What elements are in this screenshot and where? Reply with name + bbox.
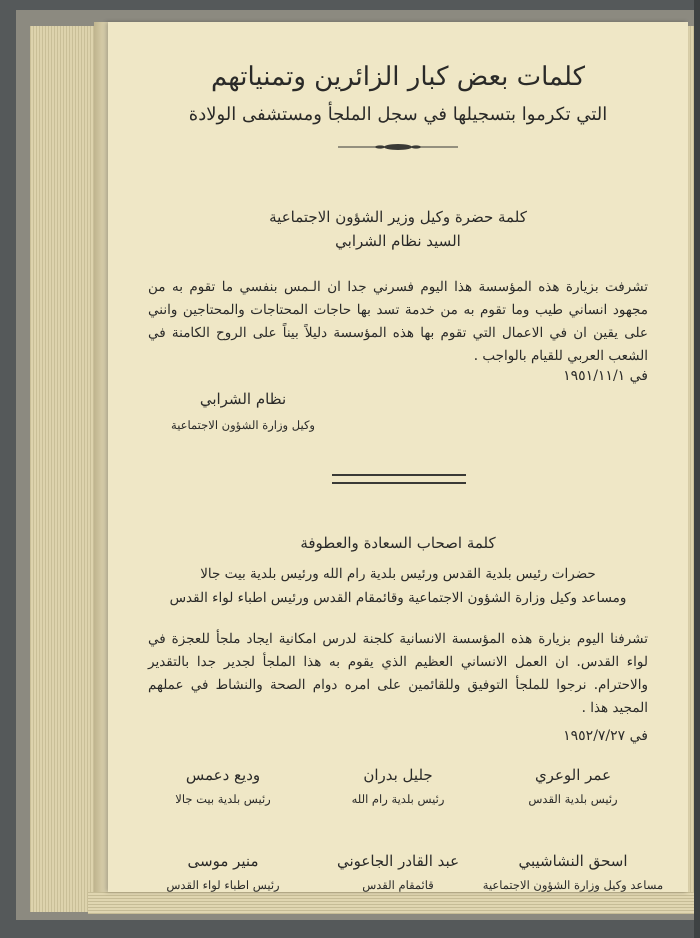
section1-date: في ١٩٥١/١١/١ [563, 368, 648, 384]
signature-name: عبد القادر الجاعوني [336, 852, 460, 870]
page-content [108, 22, 688, 892]
signature-block [313, 852, 483, 892]
signature-name: جليل بدران [363, 766, 433, 784]
signature-title: قائمقام القدس [362, 878, 434, 892]
signature-block [138, 766, 308, 806]
signature-title: رئيس بلدية القدس [528, 792, 618, 806]
signature-name: اسحق النشاشيبي [518, 852, 628, 870]
section1-heading: كلمة حضرة وكيل وزير الشؤون الاجتماعية [269, 208, 527, 226]
section1-signer-name: نظام الشرابي [199, 390, 287, 408]
section2-heading: كلمة اصحاب السعادة والعطوفة [300, 534, 496, 552]
signature-block [478, 852, 668, 892]
section1-body: تشرفت بزيارة هذه المؤسسة هذا اليوم فسرني جدا ان الـمس بنفسي ما تقوم به من مجهود انساني طيب وما تقوم به من خدمة تسد بها حاجات المحتاجات والمحتاجين وانني على يقين ان في الاعمال التي تقوم بها هذه المؤسسة دليلاً بيناً على الروح الكامنة في الشعب العربي للقيام بالواجب . [148, 279, 648, 364]
section2-line1: حضرات رئيس بلدية القدس ورئيس بلدية رام الله ورئيس بلدية بيت جالا [200, 566, 596, 582]
signature-block [138, 852, 308, 892]
section1-name-line: السيد نظام الشرابي [335, 232, 461, 250]
book-page [108, 22, 688, 892]
page-title: كلمات بعض كبار الزائرين وتمنياتهم [210, 62, 586, 92]
ornament-divider-icon [338, 142, 458, 152]
section-divider [332, 474, 466, 484]
page-stack-bottom [88, 892, 696, 914]
signature-block [313, 766, 483, 806]
scan-edge [694, 0, 700, 938]
section1-signer-title: وكيل وزارة الشؤون الاجتماعية [171, 418, 315, 432]
signature-name: وديع دعمس [185, 766, 261, 784]
signature-name: منير موسى [187, 852, 259, 870]
section2-body: تشرفنا اليوم بزيارة هذه المؤسسة الانسانية كلجنة لدرس امكانية ايجاد ملجأ للعجزة في لواء القدس. ان العمل الانساني العظيم الذي يقوم به هذا الملجأ لجدير جدا بالتقدير والاحترام. نرجوا للملجأ التوفيق وللقائمين على امره دوام الصحة والنشاط في عملهم المجيد هذا . [148, 631, 648, 716]
signature-title: رئيس بلدية بيت جالا [175, 792, 271, 806]
signature-title: مساعد وكيل وزارة الشؤون الاجتماعية [482, 878, 664, 892]
page-subtitle: التي تكرموا بتسجيلها في سجل الملجأ ومستشفى الولادة [188, 104, 608, 125]
signature-title: رئيس بلدية رام الله [351, 792, 445, 806]
section2-date: في ١٩٥٢/٧/٢٧ [563, 728, 648, 744]
section2-line2: ومساعد وكيل وزارة الشؤون الاجتماعية وقائمقام القدس ورئيس اطباء لواء القدس [169, 590, 627, 606]
signature-name: عمر الوعري [534, 766, 612, 784]
signature-title: رئيس اطباء لواء القدس [166, 878, 280, 892]
signature-block [488, 766, 658, 806]
